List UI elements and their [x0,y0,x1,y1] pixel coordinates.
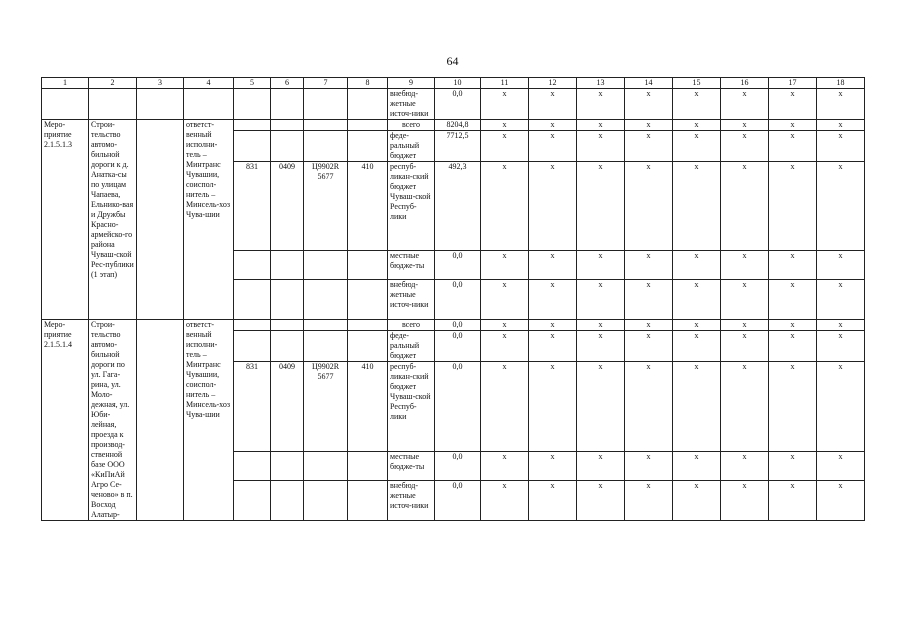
funding-source: всего [388,320,435,331]
amount-cell: 7712,5 [435,131,481,162]
empty-cell [304,251,348,280]
mark-cell: х [577,89,625,120]
mark-cell: х [817,480,865,520]
mark-cell: х [769,162,817,251]
empty-cell [234,331,271,362]
table-row [42,120,865,131]
empty-cell [234,120,271,131]
col-header: 3 [137,78,184,89]
budget-table [41,77,865,521]
amount-cell: 0,0 [435,451,481,480]
funding-source: респуб-ликан-ский бюджет Чуваш-ской Респуб-лики [388,362,435,451]
code-rz-cell: 0409 [271,162,304,251]
empty-cell [234,280,271,320]
mark-cell: х [529,331,577,362]
empty-cell [234,451,271,480]
mark-cell: х [721,480,769,520]
col-header: 6 [271,78,304,89]
continuation-row [42,89,865,120]
mark-cell: х [529,131,577,162]
mark-cell: х [529,120,577,131]
mark-cell: х [721,120,769,131]
empty-cell [348,331,388,362]
mark-cell: х [673,480,721,520]
mark-cell: х [625,451,673,480]
empty-cell [271,120,304,131]
mark-cell: х [673,280,721,320]
mark-cell: х [769,89,817,120]
empty-cell [348,480,388,520]
col-header: 8 [348,78,388,89]
executor-cell: ответст-венный исполни-тель – Минтранс Чувашии, соиспол-нитель – Минсель-хоз Чува-шии [184,320,234,521]
funding-source: внебюд-жетные источ-ники [388,89,435,120]
mark-cell: х [673,451,721,480]
amount-cell: 0,0 [435,331,481,362]
mark-cell: х [817,451,865,480]
mark-cell: х [721,451,769,480]
funding-source: местные бюдже-ты [388,451,435,480]
mark-cell: х [817,251,865,280]
object-cell: Строи-тельство автомо-бильной дороги к д. Анатка-сы по улицам Чапаева, Ельнико-вая и Дружбы Красно-армейско-го района Чуваш-ской Рес-публики (1 этап) [89,120,137,320]
mark-cell: х [625,362,673,451]
funding-source: респуб-ликан-ский бюджет Чуваш-ской Респуб-лики [388,162,435,251]
page-number: 64 [446,54,459,68]
code-csr-cell: Ц9902R 5677 [304,162,348,251]
mark-cell: х [721,331,769,362]
empty-cell [304,120,348,131]
code-gr-cell: 831 [234,362,271,451]
code-csr-cell: Ц9902R 5677 [304,362,348,451]
mark-cell: х [481,451,529,480]
mark-cell: х [481,251,529,280]
empty-cell [271,251,304,280]
empty-cell [234,480,271,520]
col-header: 1 [42,78,89,89]
col-header: 9 [388,78,435,89]
mark-cell: х [721,362,769,451]
mark-cell: х [481,120,529,131]
mark-cell: х [481,480,529,520]
empty-cell [271,320,304,331]
mark-cell: х [625,89,673,120]
mark-cell: х [577,162,625,251]
mark-cell: х [817,131,865,162]
empty-cell [271,451,304,480]
col-header: 16 [721,78,769,89]
code-vr-cell: 410 [348,162,388,251]
empty-cell [137,120,184,320]
mark-cell: х [817,362,865,451]
empty-cell [234,251,271,280]
amount-cell: 0,0 [435,251,481,280]
mark-cell: х [577,280,625,320]
empty-cell [304,451,348,480]
mark-cell: х [673,251,721,280]
mark-cell: х [817,320,865,331]
amount-cell: 0,0 [435,362,481,451]
mark-cell: х [817,331,865,362]
mark-cell: х [769,120,817,131]
funding-source: местные бюдже-ты [388,251,435,280]
empty-cell [348,131,388,162]
mark-cell: х [577,451,625,480]
funding-source: всего [388,120,435,131]
mark-cell: х [529,251,577,280]
funding-source: феде-ральный бюджет [388,131,435,162]
mark-cell: х [625,280,673,320]
mark-cell: х [529,280,577,320]
mark-cell: х [817,120,865,131]
code-gr-cell: 831 [234,162,271,251]
mark-cell: х [529,362,577,451]
mark-cell: х [577,120,625,131]
mark-cell: х [625,320,673,331]
col-header: 5 [234,78,271,89]
code-vr-cell: 410 [348,362,388,451]
mark-cell: х [769,320,817,331]
executor-cell: ответст-венный исполни-тель – Минтранс Чувашии, соиспол-нитель – Минсель-хоз Чува-шии [184,120,234,320]
mark-cell: х [721,89,769,120]
table-row [42,320,865,331]
empty-cell [304,331,348,362]
mark-cell: х [625,120,673,131]
mark-cell: х [481,320,529,331]
empty-cell [304,480,348,520]
col-header: 13 [577,78,625,89]
mark-cell: х [769,331,817,362]
mark-cell: х [673,162,721,251]
mark-cell: х [673,362,721,451]
amount-cell: 0,0 [435,320,481,331]
mark-cell: х [577,131,625,162]
measure-cell: Меро-приятие 2.1.5.1.3 [42,120,89,320]
mark-cell: х [721,251,769,280]
empty-cell [304,131,348,162]
col-header: 12 [529,78,577,89]
col-header: 18 [817,78,865,89]
mark-cell: х [721,320,769,331]
mark-cell: х [673,331,721,362]
mark-cell: х [529,451,577,480]
mark-cell: х [769,451,817,480]
empty-cell [271,480,304,520]
empty-cell [304,320,348,331]
mark-cell: х [481,89,529,120]
mark-cell: х [481,131,529,162]
empty-cell [348,320,388,331]
mark-cell: х [673,131,721,162]
mark-cell: х [625,251,673,280]
mark-cell: х [529,89,577,120]
mark-cell: х [481,162,529,251]
col-header: 17 [769,78,817,89]
mark-cell: х [577,480,625,520]
mark-cell: х [625,162,673,251]
funding-source: феде-ральный бюджет [388,331,435,362]
col-header: 10 [435,78,481,89]
col-header: 2 [89,78,137,89]
amount-cell: 0,0 [435,89,481,120]
empty-cell [271,280,304,320]
mark-cell: х [673,89,721,120]
amount-cell: 0,0 [435,480,481,520]
mark-cell: х [769,280,817,320]
mark-cell: х [625,131,673,162]
empty-cell [348,120,388,131]
mark-cell: х [481,280,529,320]
col-header: 7 [304,78,348,89]
col-header: 11 [481,78,529,89]
empty-cell [137,320,184,521]
mark-cell: х [673,120,721,131]
col-header: 14 [625,78,673,89]
mark-cell: х [529,480,577,520]
empty-cell [271,131,304,162]
amount-cell: 492,3 [435,162,481,251]
mark-cell: х [769,251,817,280]
mark-cell: х [529,162,577,251]
mark-cell: х [529,320,577,331]
mark-cell: х [769,362,817,451]
mark-cell: х [769,131,817,162]
mark-cell: х [481,362,529,451]
mark-cell: х [481,331,529,362]
mark-cell: х [577,320,625,331]
mark-cell: х [577,251,625,280]
empty-cell [271,331,304,362]
col-header: 4 [184,78,234,89]
empty-cell [234,320,271,331]
measure-cell: Меро-приятие 2.1.5.1.4 [42,320,89,521]
header-row [42,78,865,89]
empty-cell [348,451,388,480]
mark-cell: х [721,131,769,162]
code-rz-cell: 0409 [271,362,304,451]
mark-cell: х [721,162,769,251]
mark-cell: х [673,320,721,331]
empty-cell [348,251,388,280]
empty-cell [348,280,388,320]
mark-cell: х [769,480,817,520]
mark-cell: х [577,331,625,362]
amount-cell: 8204,8 [435,120,481,131]
mark-cell: х [625,480,673,520]
empty-cell [304,280,348,320]
funding-source: внебюд-жетные источ-ники [388,280,435,320]
mark-cell: х [817,162,865,251]
mark-cell: х [817,280,865,320]
object-cell: Строи-тельство автомо-бильной дороги по ул. Гага-рина, ул. Моло-дежная, ул. Юби-лейная, проезда к производ-ственной базе ООО «КиПиАй Агро Се-ченово» в п. Восход Алатыр- [89,320,137,521]
amount-cell: 0,0 [435,280,481,320]
funding-source: внебюд-жетные источ-ники [388,480,435,520]
empty-cell [234,131,271,162]
mark-cell: х [817,89,865,120]
mark-cell: х [625,331,673,362]
col-header: 15 [673,78,721,89]
mark-cell: х [721,280,769,320]
mark-cell: х [577,362,625,451]
